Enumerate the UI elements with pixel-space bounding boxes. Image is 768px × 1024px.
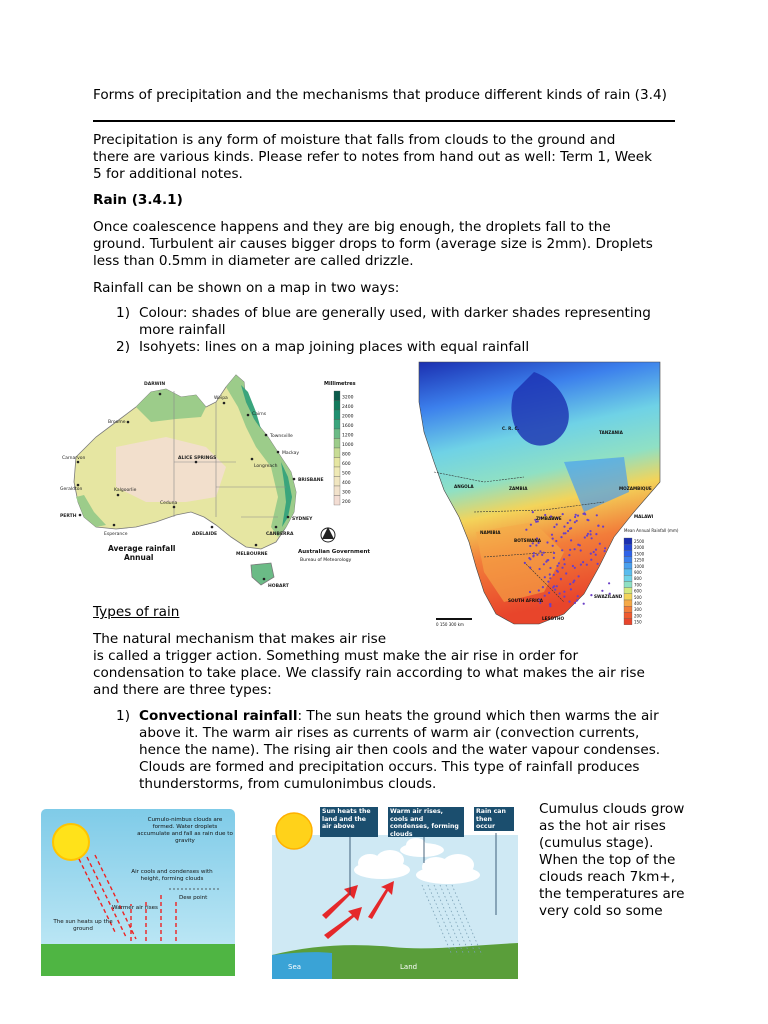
station-dot [556, 523, 558, 525]
callout-sun-heats: Sun heats the land and the air above [322, 808, 371, 830]
list-number: 1) [116, 708, 130, 724]
station-dot [574, 521, 576, 523]
legend-swatch [624, 581, 632, 587]
rain-heading: Rain (3.4.1) [93, 192, 183, 208]
legend-value: 600 [634, 588, 642, 594]
station-dot [570, 588, 572, 590]
station-dot [590, 533, 592, 535]
place-label: BRISBANE [298, 478, 324, 483]
station-dot [572, 565, 574, 567]
station-dot [568, 601, 570, 603]
station-dot [589, 530, 591, 532]
map-paragraph: Rainfall can be shown on a map in two ways: [93, 280, 400, 296]
station-dot [597, 525, 599, 527]
legend-value: 2500 [634, 538, 645, 544]
station-dot [533, 555, 535, 557]
label-sea: Sea [288, 963, 302, 971]
station-dot [561, 549, 563, 551]
station-dot [586, 535, 588, 537]
station-dot [604, 547, 606, 549]
station-dot [529, 545, 531, 547]
legend-swatch [624, 575, 632, 581]
place-label: DARWIN [144, 382, 166, 387]
station-dot [545, 561, 547, 563]
station-dot [563, 596, 565, 598]
legend-swatch [624, 600, 632, 606]
rain-paragraph: Once coalescence happens and they are big enough, the droplets fall to the ground. Turbulent air causes bigger drops to form (average size is 2mm). Droplets less than 0.5mm in diameter are called drizzle. [93, 219, 653, 269]
station-dot [561, 567, 563, 569]
legend-swatch [334, 486, 340, 496]
country-label: SOUTH AFRICA [508, 598, 543, 603]
cumulus-paragraph: Cumulus clouds grow as the hot air rises (cumulus stage). When the top of the clouds reach 7km+, the temperatures are very cold so some [539, 801, 685, 919]
legend-swatch [624, 606, 632, 612]
station-dot [595, 554, 597, 556]
station-dot [544, 595, 546, 597]
station-dot [560, 536, 562, 538]
station-dot [543, 552, 545, 554]
place-label: HOBART [268, 584, 289, 589]
station-dot [559, 592, 561, 594]
country-label: SWAZILAND [594, 594, 623, 599]
sun-icon [276, 813, 312, 849]
sun-icon [53, 824, 89, 860]
station-dot [570, 539, 572, 541]
legend-swatch [334, 429, 340, 439]
station-dot [574, 567, 576, 569]
southern-africa-rainfall-map [414, 362, 679, 632]
station-dot [532, 511, 534, 513]
aus-legend-title: Millimetres [324, 381, 356, 387]
legend-swatch [624, 544, 632, 550]
station-dot [539, 568, 541, 570]
station-dot [572, 581, 574, 583]
legend-value: 800 [634, 576, 642, 582]
station-dot [599, 543, 601, 545]
convection-diagram-left [41, 809, 235, 976]
station-dot [574, 602, 576, 604]
types-heading: Types of rain [93, 604, 180, 620]
station-dot [567, 530, 569, 532]
legend-value: 500 [634, 594, 642, 600]
place-label: Carnarvon [62, 456, 86, 461]
station-dot [602, 526, 604, 528]
legend-value: 2000 [342, 414, 354, 420]
country-label: TANZANIA [599, 430, 623, 435]
label-dew-point: Dew point [179, 895, 208, 901]
station-dot [590, 553, 592, 555]
legend-value: 300 [342, 490, 351, 496]
station-dot [568, 554, 570, 556]
place-label: Ceduna [160, 501, 178, 506]
station-dot [552, 586, 554, 588]
station-dot [525, 529, 527, 531]
legend-value: 200 [634, 613, 642, 619]
list-item-colour: Colour: shades of blue are generally used, with darker shades representing more rainfall [139, 305, 651, 338]
station-dot [554, 589, 556, 591]
station-dot [535, 544, 537, 546]
callout-warm-air: Warm air rises, cools and condenses, forming clouds [390, 808, 459, 838]
station-dot [562, 513, 564, 515]
station-dot [567, 522, 569, 524]
station-dot [563, 591, 565, 593]
legend-value: 2400 [342, 405, 354, 411]
australia-rainfall-map [56, 367, 371, 592]
station-dot [553, 574, 555, 576]
place-label: Weipa [214, 396, 228, 401]
legend-swatch [334, 439, 340, 449]
station-dot [551, 534, 553, 536]
intro-paragraph: Precipitation is any form of moisture that falls from clouds to the ground and there are various kinds. Please refer to notes from hand out as well: Term 1, Week 5 for additional notes. [93, 132, 652, 182]
station-dot [595, 533, 597, 535]
station-dot [576, 520, 578, 522]
legend-swatch [624, 563, 632, 569]
label-air-cools: Air cools and condenses with height, forming clouds [131, 869, 213, 882]
legend-swatch [624, 619, 632, 625]
station-dot [558, 562, 560, 564]
place-label: ALICE SPRINGS [178, 456, 217, 461]
callout-rain: Rain can then occur [476, 808, 506, 830]
station-dot [539, 550, 541, 552]
legend-value: 1000 [342, 443, 354, 449]
station-dot [549, 567, 551, 569]
legend-value: 1200 [342, 433, 354, 439]
legend-value: 1000 [634, 563, 645, 569]
govt-name: Australian Government [298, 549, 371, 555]
station-dot [529, 558, 531, 560]
legend-swatch [624, 594, 632, 600]
country-label: NAMIBIA [480, 530, 501, 535]
list-item-isohyets: Isohyets: lines on a map joining places with equal rainfall [139, 339, 530, 355]
station-dot [552, 538, 554, 540]
legend-value: 800 [342, 452, 351, 458]
station-dot [574, 548, 576, 550]
bureau-name: Bureau of Meteorology [300, 558, 352, 563]
station-dot [563, 526, 565, 528]
station-dot [576, 599, 578, 601]
legend-value: 300 [634, 607, 642, 613]
station-dot [556, 565, 558, 567]
station-dot [574, 516, 576, 518]
station-dot [530, 524, 532, 526]
country-label: ZIMBABWE [536, 516, 562, 521]
legend-swatch [334, 420, 340, 430]
station-dot [569, 549, 571, 551]
legend-swatch [334, 458, 340, 468]
convectional-item [139, 708, 669, 793]
place-label: CANBERRA [266, 532, 294, 537]
label-sun-heats: The sun heats up the ground [53, 919, 113, 932]
country-label: LESOTHO [542, 616, 565, 621]
legend-swatch [624, 612, 632, 618]
station-dot [549, 603, 551, 605]
place-label: Broome [108, 420, 126, 425]
convection-diagram-right [272, 805, 518, 979]
station-dot [577, 515, 579, 517]
place-label: ADELAIDE [192, 532, 218, 537]
legend-swatch [624, 569, 632, 575]
legend-value: 3200 [342, 395, 354, 401]
station-dot [541, 554, 543, 556]
station-dot [556, 570, 558, 572]
station-dot [586, 519, 588, 521]
station-dot [556, 585, 558, 587]
legend-swatch [334, 496, 340, 506]
trigger-line-1: The natural mechanism that makes air rise [93, 631, 387, 647]
station-dot [565, 572, 567, 574]
station-dot [580, 564, 582, 566]
legend-swatch [624, 538, 632, 544]
station-dot [583, 512, 585, 514]
station-dot [575, 514, 577, 516]
legend-value: 500 [342, 471, 351, 477]
station-dot [590, 559, 592, 561]
station-dot [552, 545, 554, 547]
legend-swatch [624, 557, 632, 563]
convectional-term: Convectional rainfall [139, 708, 298, 724]
station-dot [569, 519, 571, 521]
legend-value: 150 [634, 619, 642, 625]
scale-bar: 0 150 300 km [436, 622, 464, 627]
country-label: MALAWI [634, 514, 654, 519]
list-number: 2) [116, 339, 130, 355]
legend-value: 200 [342, 500, 351, 506]
station-dot [590, 594, 592, 596]
label-land: Land [400, 963, 418, 971]
place-label: Townsville [270, 434, 293, 439]
place-label: Cairns [252, 412, 267, 417]
place-label: MELBOURNE [236, 552, 268, 557]
country-label: ANGOLA [454, 484, 474, 489]
station-dot [546, 541, 548, 543]
station-dot [604, 550, 606, 552]
legend-swatch [334, 401, 340, 411]
page-title: Forms of precipitation and the mechanisms that produce different kinds of rain (3.4) [93, 87, 667, 103]
country-label: C. R. C. [502, 426, 520, 431]
legend-swatch [334, 391, 340, 401]
africa-legend-title: Mean Annual Rainfall (mm) [624, 528, 679, 533]
legend-swatch [334, 477, 340, 487]
station-dot [548, 592, 550, 594]
station-dot [577, 595, 579, 597]
place-label: Geraldton [60, 487, 83, 492]
station-dot [577, 544, 579, 546]
station-dot [597, 563, 599, 565]
station-dot [586, 564, 588, 566]
label-warmer-air: Warmer air rises [112, 905, 158, 911]
station-dot [549, 577, 551, 579]
station-dot [563, 532, 565, 534]
station-dot [542, 586, 544, 588]
legend-swatch [334, 410, 340, 420]
station-dot [583, 603, 585, 605]
station-dot [591, 537, 593, 539]
station-dot [601, 590, 603, 592]
station-dot [593, 551, 595, 553]
country-label: BOTSWANA [514, 538, 542, 543]
station-dot [553, 552, 555, 554]
legend-value: 1500 [634, 551, 645, 557]
station-dot [547, 581, 549, 583]
place-label: SYDNEY [292, 517, 313, 522]
legend-value: 1250 [634, 557, 645, 563]
station-dot [555, 540, 557, 542]
station-dot [544, 576, 546, 578]
station-dot [529, 591, 531, 593]
place-label: PERTH [60, 514, 77, 519]
legend-value: 2000 [634, 545, 645, 551]
legend-swatch [624, 588, 632, 594]
station-dot [553, 557, 555, 559]
list-number: 1) [116, 305, 130, 321]
station-dot [569, 583, 571, 585]
place-label: Kalgoorlie [114, 488, 137, 493]
station-dot [608, 582, 610, 584]
station-dot [570, 527, 572, 529]
station-dot [564, 563, 566, 565]
country-label: ZAMBIA [509, 486, 528, 491]
legend-value: 700 [634, 582, 642, 588]
legend-value: 1600 [342, 424, 354, 430]
station-dot [584, 536, 586, 538]
station-dot [580, 549, 582, 551]
station-dot [578, 575, 580, 577]
station-dot [536, 554, 538, 556]
station-dot [563, 558, 565, 560]
legend-swatch [624, 550, 632, 556]
country-label: MOZAMBIQUE [619, 486, 652, 491]
label-cumulonimbus: Cumulo-nimbus clouds are formed. Water droplets accumulate and fall as rain due to gravity [137, 817, 233, 844]
station-dot [524, 562, 526, 564]
legend-swatch [334, 467, 340, 477]
station-dot [553, 526, 555, 528]
station-dot [595, 549, 597, 551]
title-underline [93, 120, 675, 122]
station-dot [560, 578, 562, 580]
legend-value: 600 [342, 462, 351, 468]
trigger-paragraph: is called a trigger action. Something must make the air rise in order for condensation to take place. We classify rain according to what makes the air rise and there are three types: [93, 648, 645, 698]
legend-swatch [334, 448, 340, 458]
station-dot [538, 589, 540, 591]
legend-value: 400 [634, 600, 642, 606]
legend-value: 400 [342, 481, 351, 487]
station-dot [529, 567, 531, 569]
station-dot [543, 563, 545, 565]
station-dot [533, 552, 535, 554]
place-label: Esperance [104, 532, 128, 537]
africa-legend [624, 538, 645, 625]
station-dot [596, 514, 598, 516]
convectional-description: : The sun heats the ground which then warms the air above it. The warm air rises as currents of warm air (convection currents, hence the name). The rising air then cools and the water vapour condenses. Clouds are formed and precipitation occurs. This type of rainfall produces thunderstorms, from cumulonimbus clouds. [139, 708, 661, 792]
legend-value: 900 [634, 569, 642, 575]
aus-map-title: Average rainfall [108, 544, 176, 553]
place-label: Mackay [282, 451, 300, 456]
station-dot [582, 561, 584, 563]
station-dot [549, 573, 551, 575]
place-label: Longreach [254, 464, 278, 469]
aus-map-subtitle: Annual [124, 553, 154, 562]
